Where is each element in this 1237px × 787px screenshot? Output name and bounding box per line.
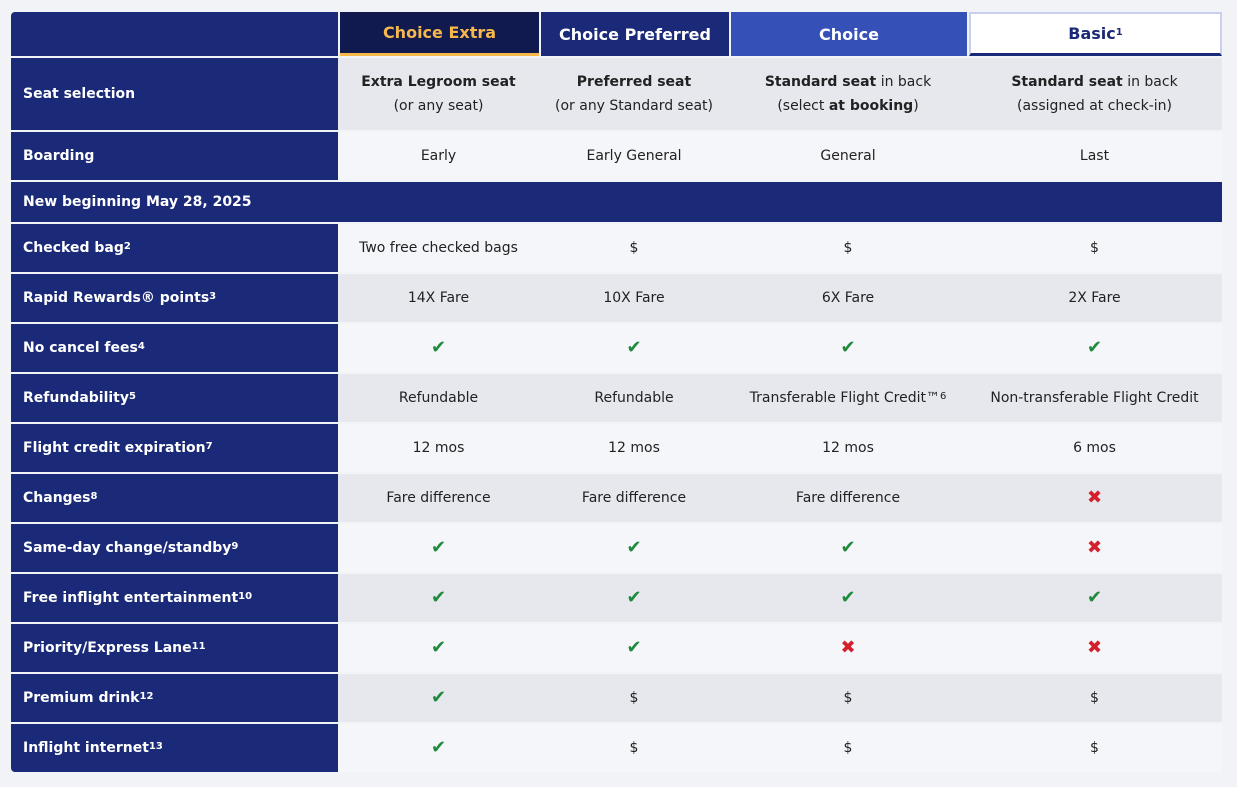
check-icon — [338, 624, 539, 672]
check-icon: ✔ — [430, 587, 447, 608]
cell-text: $ — [1090, 690, 1099, 706]
table-cell — [967, 674, 1222, 722]
table-cell: Transferable Flight Credit™ $^6$ — [729, 374, 967, 422]
row-label-text: Free inflight entertainment — [23, 590, 239, 606]
table-row — [11, 274, 1222, 322]
row-label: Checked bag $^2$ — [11, 224, 338, 272]
check-icon: ✔ — [1086, 587, 1103, 608]
row-label: Seat selection — [11, 58, 338, 130]
cell-text: Two free checked bags — [359, 240, 518, 256]
check-icon: ✔ — [626, 637, 642, 658]
check-icon — [539, 624, 729, 672]
table-cell — [338, 274, 539, 322]
check-icon — [729, 524, 967, 572]
section-banner: New beginning May 28, 2025 — [11, 182, 1222, 222]
table-cell — [729, 424, 967, 472]
cell-text: Refundable — [398, 390, 479, 406]
check-icon — [338, 574, 539, 622]
row-label: Boarding — [11, 132, 338, 180]
table-row — [11, 474, 1222, 522]
column-header-basic: Basic $^1$ — [969, 12, 1222, 56]
cross-icon: ✖ — [840, 637, 856, 658]
cross-icon: ✖ — [1086, 537, 1103, 558]
row-label: Refundability $^5$ — [11, 374, 338, 422]
cell-text: 12 mos — [822, 440, 874, 456]
check-icon: ✔ — [430, 637, 447, 658]
check-icon: ✔ — [430, 337, 447, 358]
table-cell — [539, 374, 729, 422]
table-row — [11, 624, 1222, 672]
row-label: Same-day change/standby $^9$ — [11, 524, 338, 572]
cell-text: Fare difference — [795, 490, 901, 506]
table-row-boarding — [11, 132, 1222, 180]
check-icon — [539, 574, 729, 622]
row-label-text: Checked bag — [23, 240, 124, 256]
header-corner — [11, 12, 338, 56]
row-label: Priority/Express Lane $^{11}$ — [11, 624, 338, 672]
check-icon — [338, 324, 539, 372]
cell-text: Fare difference — [581, 490, 687, 506]
cross-icon — [967, 524, 1222, 572]
check-icon — [539, 524, 729, 572]
table-cell — [729, 274, 967, 322]
cell-text: $ — [843, 690, 853, 706]
table-cell — [967, 424, 1222, 472]
cross-icon: ✖ — [1086, 637, 1103, 658]
table-cell — [539, 474, 729, 522]
check-icon: ✔ — [430, 687, 447, 708]
seat-extra: Extra Legroom seat (or any seat) — [361, 74, 516, 114]
check-icon: ✔ — [626, 587, 642, 608]
basic-header-label: Basic — [1068, 24, 1116, 43]
seat-preferred: Preferred seat (or any Standard seat) — [555, 74, 713, 114]
table-cell — [729, 724, 967, 772]
row-label: Premium drink $^{12}$ — [11, 674, 338, 722]
table-cell — [539, 724, 729, 772]
cell-text: 6X Fare — [821, 290, 875, 306]
check-icon: ✔ — [840, 587, 856, 608]
row-label: Rapid Rewards® points $^3$ — [11, 274, 338, 322]
cell-text: 14X Fare — [407, 290, 470, 306]
table-row — [11, 424, 1222, 472]
check-icon: ✔ — [840, 337, 856, 358]
check-icon: ✔ — [430, 537, 447, 558]
cell-text: $ — [1090, 740, 1099, 756]
check-icon — [967, 574, 1222, 622]
cell-text: $ — [843, 740, 853, 756]
seat-choice: Standard seat in back (select at booking) — [764, 74, 932, 114]
cell-text: 10X Fare — [603, 290, 665, 306]
table-cell — [338, 424, 539, 472]
row-label-text: No cancel fees — [23, 340, 138, 356]
cross-icon — [967, 624, 1222, 672]
table-row-seat-selection — [11, 58, 1222, 130]
check-icon — [539, 324, 729, 372]
table-cell: Early General — [586, 148, 682, 164]
header-row — [11, 12, 1222, 56]
table-cell — [539, 674, 729, 722]
column-header-choice-preferred: Choice Preferred — [541, 12, 729, 56]
check-icon — [338, 674, 539, 722]
cell-text: Refundable — [594, 390, 674, 406]
row-label-text: Flight credit expiration — [23, 440, 206, 456]
table-row — [11, 524, 1222, 572]
row-label: No cancel fees $^4$ — [11, 324, 338, 372]
cross-icon — [967, 474, 1222, 522]
cell-text: 6 mos — [1073, 440, 1116, 456]
check-icon: ✔ — [626, 537, 642, 558]
check-icon: ✔ — [626, 337, 642, 358]
cell-text: $ — [629, 690, 639, 706]
cell-text: $ — [629, 740, 639, 756]
table-cell — [539, 274, 729, 322]
check-icon: ✔ — [430, 737, 447, 758]
row-label: Free inflight entertainment $^{10}$ — [11, 574, 338, 622]
cell-text: 2X Fare — [1068, 290, 1121, 306]
table-cell — [338, 224, 539, 272]
table-row — [11, 324, 1222, 372]
check-icon: ✔ — [1086, 337, 1103, 358]
table-cell — [729, 674, 967, 722]
fare-comparison-table — [11, 12, 1222, 774]
check-icon — [729, 574, 967, 622]
cell-text: $ — [1090, 240, 1099, 256]
row-label-text: Changes — [23, 490, 91, 506]
row-label-text: Premium drink — [23, 690, 140, 706]
cell-text: Fare difference — [386, 490, 491, 506]
cell-text: Transferable Flight Credit™ — [749, 390, 940, 406]
column-header-choice: Choice — [731, 12, 967, 56]
cell-text: $ — [629, 240, 639, 256]
table-cell — [539, 224, 729, 272]
check-icon — [338, 524, 539, 572]
table-row — [11, 674, 1222, 722]
table-cell — [338, 474, 539, 522]
row-label-text: Same-day change/standby — [23, 540, 232, 556]
check-icon — [338, 724, 539, 772]
table-row — [11, 224, 1222, 272]
row-label-text: Inflight internet — [23, 740, 149, 756]
row-label-text: Refundability — [23, 390, 130, 406]
table-row — [11, 724, 1222, 772]
check-icon: ✔ — [840, 537, 856, 558]
cross-icon — [729, 624, 967, 672]
table-cell — [539, 424, 729, 472]
table-row — [11, 574, 1222, 622]
table-cell — [729, 474, 967, 522]
cell-text: 12 mos — [608, 440, 660, 456]
check-icon — [729, 324, 967, 372]
column-header-choice-extra: Choice Extra — [340, 12, 539, 56]
table-cell — [729, 224, 967, 272]
table-cell — [967, 374, 1222, 422]
table-cell: General — [820, 148, 876, 164]
table-cell — [967, 274, 1222, 322]
row-label: Inflight internet $^{13}$ — [11, 724, 338, 772]
cell-text: 12 mos — [412, 440, 465, 456]
seat-basic: Standard seat in back (assigned at check-in) — [1011, 74, 1178, 114]
row-label: Changes $^8$ — [11, 474, 338, 522]
cross-icon: ✖ — [1086, 487, 1103, 508]
table-cell — [338, 374, 539, 422]
table-row — [11, 374, 1222, 422]
table-cell — [967, 224, 1222, 272]
row-label-text: Priority/Express Lane — [23, 640, 192, 656]
cell-text: $ — [843, 240, 853, 256]
check-icon — [967, 324, 1222, 372]
table-cell: Last — [1079, 148, 1110, 164]
row-label-text: Rapid Rewards® points — [23, 290, 210, 306]
table-cell: Early — [420, 148, 457, 164]
table-cell — [967, 724, 1222, 772]
cell-text: Non-transferable Flight Credit — [990, 390, 1199, 406]
row-label: Flight credit expiration $^7$ — [11, 424, 338, 472]
